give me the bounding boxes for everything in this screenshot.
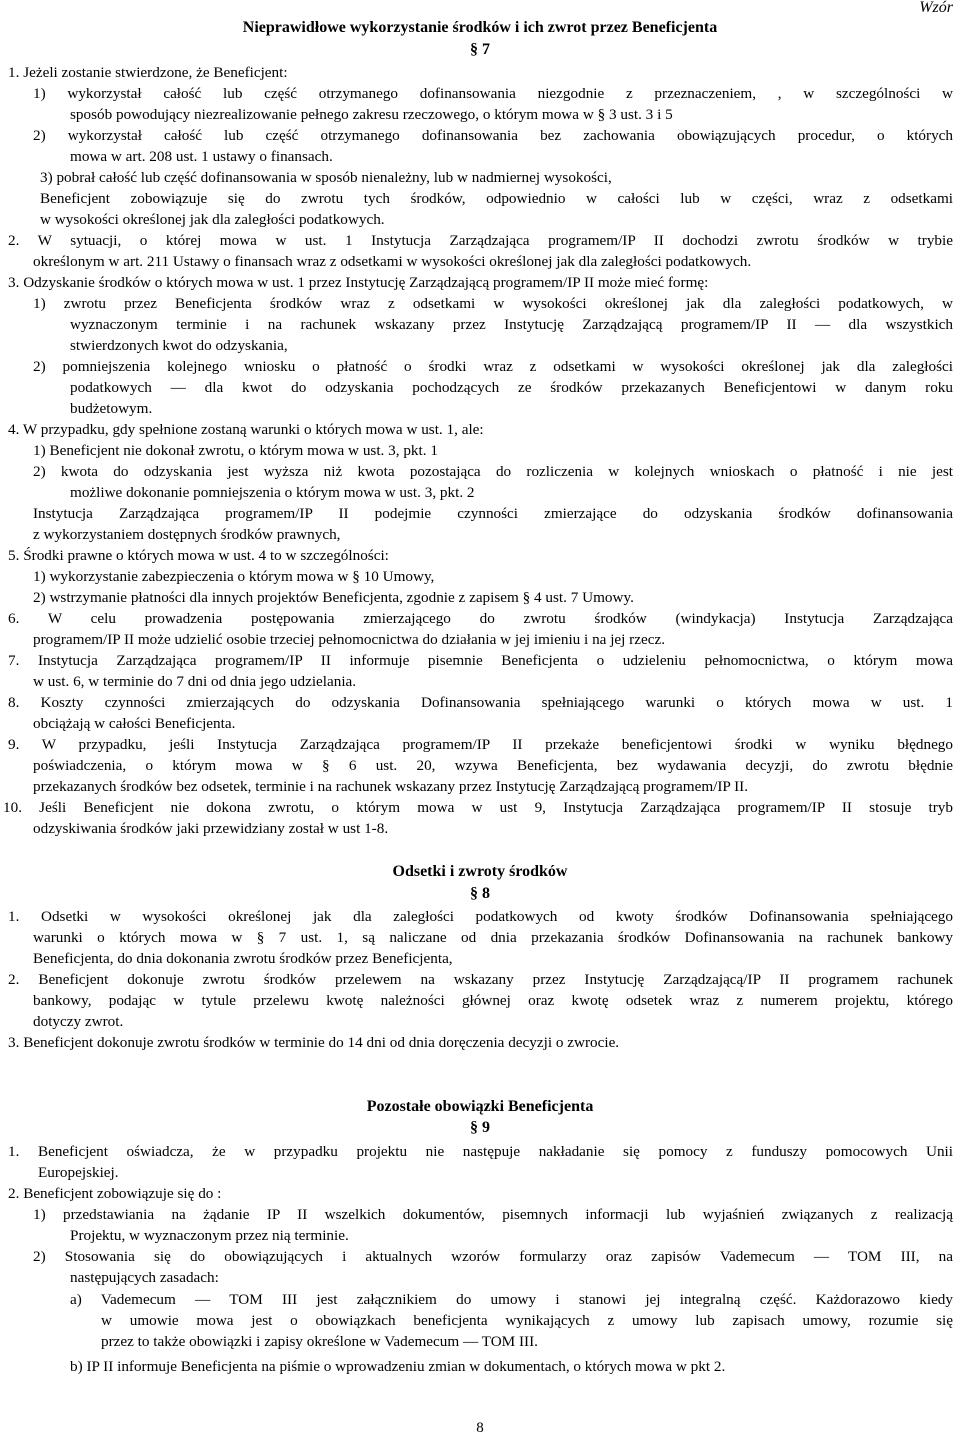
section-8-title: Odsetki i zwroty środków [392,863,568,880]
s7-point-1-conclusion-cont: w wysokości określonej jak dla zaległości podatkowych. [40,211,385,228]
s7-point-4-conclusion-cont: z wykorzystaniem dostępnych środków prawnych, [33,526,341,543]
s7-point-3-item-2-cont-2: budżetowym. [70,400,153,417]
s7-point-5-item-2: 2) wstrzymanie płatności dla innych projektów Beneficjenta, zgodnie z zapisem § 4 ust. 7 Umowy. [33,589,634,606]
s9-point-1: 1. Beneficjent oświadcza, że w przypadku projektu nie następuje nakładanie się pomocy z funduszy pomocowych Unii [8,1143,953,1160]
s9-point-2-item-2-cont: następujących zasadach: [70,1269,219,1286]
s7-point-6: 6. W celu prowadzenia postępowania zmierzającego do zwrotu środków (windykacja) Instytucja Zarządzająca [8,610,953,627]
section-7-number: § 7 [470,41,490,58]
s7-point-5-item-1: 1) wykorzystanie zabezpieczenia o którym mowa w § 10 Umowy, [33,568,435,585]
s9-point-2-item-2: 2) Stosowania się do obowiązujących i aktualnych wzorów formularzy oraz zapisów Vademecum — TOM III, na [33,1248,953,1265]
s7-point-1-conclusion: Beneficjent zobowiązuje się do zwrotu tych środków, odpowiednio w całości lub w części, wraz z odsetkami [40,190,953,207]
s9-point-2-item-2-a-cont: w umowie mowa jest o obowiązkach beneficjenta wynikających z umowy lub zapisach umowy, rozumie się [101,1312,953,1329]
s9-point-2: 2. Beneficjent zobowiązuje się do : [8,1185,222,1202]
s9-point-2-item-2-b: b) IP II informuje Beneficjenta na piśmie o wprowadzeniu zmian w dokumentach, o których mowa w pkt 2. [70,1358,726,1375]
s8-point-1: 1. Odsetki w wysokości określonej jak dla zaległości podatkowych od kwoty środków Dofinansowania spełniającego [8,908,953,925]
s7-point-6-cont: programem/IP II może udzielić osobie trzeciej pełnomocnictwa do działania w jej imieniu i na jej rzecz. [33,631,665,648]
s7-point-7-cont: w ust. 6, w terminie do 7 dni od dnia jego udzielania. [33,673,357,690]
s7-point-4-item-1: 1) Beneficjent nie dokonał zwrotu, o którym mowa w ust. 3, pkt. 1 [33,442,438,459]
s7-point-10-cont: odzyskiwania środków jaki przewidziany został w ust 1-8. [33,820,389,837]
s7-point-1-item-2-cont: mowa w art. 208 ust. 1 ustawy o finansach. [70,148,333,165]
s7-point-4-item-2-cont: możliwe dokonanie pomniejszenia o którym mowa w ust. 3, pkt. 2 [70,484,475,501]
s7-point-1-intro: 1. Jeżeli zostanie stwierdzone, że Beneficjent: [8,64,288,81]
s8-point-2-cont-2: dotyczy zwrot. [33,1013,124,1030]
s7-point-3-item-2-cont: podatkowych — dla kwot do odzyskania pochodzących ze środków przekazanych Beneficjentowi w danym roku [70,379,953,396]
s8-point-2-cont: bankowy, podając w tytule przelewu kwotę należności głównej oraz kwotę odsetek wraz z numerem projektu, którego [33,992,953,1009]
s7-point-2: 2. W sytuacji, o której mowa w ust. 1 Instytucja Zarządzająca programem/IP II dochodzi zwrotu środków w trybie [8,232,953,249]
s7-point-3-item-2: 2) pomniejszenia kolejnego wniosku o płatność o środki wraz z odsetkami w wysokości określonej jak dla zaległości [33,358,953,375]
s7-point-4-item-2: 2) kwota do odzyskania jest wyższa niż kwota pozostająca do rozliczenia w kolejnych wnioskach o płatność i nie jest [33,463,953,480]
s7-point-9-cont-2: przekazanych środków bez odsetek, terminie i na rachunek wskazany przez Instytucję Zarządzającą programem/IP II. [33,778,749,795]
s7-point-1-item-2: 2) wykorzystał całość lub część otrzymanego dofinansowania bez zachowania obowiązujących procedur, o których [33,127,953,144]
section-9-number: § 9 [470,1119,490,1136]
s8-point-1-cont: warunki o których mowa w § 7 ust. 1, są naliczane od dnia przekazania środków Dofinansowania na rachunek bankowy [33,929,953,946]
s9-point-2-item-1: 1) przedstawiania na żądanie IP II wszelkich dokumentów, pisemnych informacji lub wyjaśnień związanych z realizacją [33,1206,953,1223]
page-number: 8 [476,1420,484,1436]
s7-point-4-conclusion: Instytucja Zarządzająca programem/IP II podejmie czynności zmierzające do odzyskania środków dofinansowania [33,505,953,522]
s8-point-2: 2. Beneficjent dokonuje zwrotu środków przelewem na wskazany przez Instytucję Zarządzającą/IP II programem rachunek [8,971,953,988]
s9-point-2-item-1-cont: Projektu, w wyznaczonym przez nią terminie. [70,1227,349,1244]
s9-point-1-cont: Europejskiej. [38,1164,119,1181]
s7-point-3-item-1-cont: wyznaczonym terminie i na rachunek wskazany przez Instytucję Zarządzającą programem/IP II — dla wszystkich [70,316,953,333]
s7-point-8-cont: obciążają w całości Beneficjenta. [33,715,236,732]
s7-point-2-cont: określonym w art. 211 Ustawy o finansach wraz z odsetkami w wysokości określonej jak dla zaległości podatkowych. [33,253,752,270]
section-8-number: § 8 [470,885,490,902]
s7-point-9: 9. W przypadku, jeśli Instytucja Zarządzająca programem/IP II przekaże beneficjentowi środki w wyniku błędnego [8,736,953,753]
s7-point-3-item-1-cont-2: stwierdzonych kwot do odzyskania, [70,337,288,354]
s7-point-4: 4. W przypadku, gdy spełnione zostaną warunki o których mowa w ust. 1, ale: [8,421,484,438]
s7-point-1-item-1: 1) wykorzystał całość lub część otrzymanego dofinansowania niezgodnie z przeznaczeniem, , w szczególności w [33,85,953,102]
s7-point-5: 5. Środki prawne o których mowa w ust. 4 to w szczególności: [8,547,389,564]
s8-point-1-cont-2: Beneficjenta, do dnia dokonania zwrotu środków przez Beneficjenta, [33,950,453,967]
s9-point-2-item-2-a-cont-2: przez to także obowiązki i zapisy określone w Vademecum — TOM III. [101,1333,538,1350]
s7-point-9-cont: poświadczenia, o którym mowa w § 6 ust. 20, wzywa Beneficjenta, bez wydawania decyzji, do zwrotu błędnie [33,757,953,774]
s7-point-8: 8. Koszty czynności zmierzających do odzyskania Dofinansowania spełniającego warunki o których mowa w ust. 1 [8,694,953,711]
s7-point-1-item-1-cont: sposób powodujący niezrealizowanie pełnego zakresu rzeczowego, o którym mowa w § 3 ust. 3 i 5 [70,106,673,123]
s7-point-7: 7. Instytucja Zarządzająca programem/IP II informuje pisemnie Beneficjenta o udzieleniu pełnomocnictwa, o którym mowa [8,652,953,669]
section-7-title: Nieprawidłowe wykorzystanie środków i ich zwrot przez Beneficjenta [242,19,718,36]
s7-point-3: 3. Odzyskanie środków o których mowa w ust. 1 przez Instytucję Zarządzającą programem/IP II może mieć formę: [8,274,709,291]
s8-point-3: 3. Beneficjent dokonuje zwrotu środków w terminie do 14 dni od dnia doręczenia decyzji o zwrocie. [8,1034,620,1051]
s7-point-3-item-1: 1) zwrotu przez Beneficjenta środków wraz z odsetkami w wysokości określonej jak dla zaległości podatkowych, w [33,295,953,312]
s7-point-10: 10. Jeśli Beneficjent nie dokona zwrotu, o którym mowa w ust 9, Instytucja Zarządzająca programem/IP II stosuje tryb [3,799,953,816]
section-9-title: Pozostałe obowiązki Beneficjenta [366,1098,594,1115]
s7-point-1-item-3: 3) pobrał całość lub część dofinansowania w sposób nienależny, lub w nadmiernej wysokości, [40,169,612,186]
template-label: Wzór [919,0,953,16]
s9-point-2-item-2-a: a) Vademecum — TOM III jest załącznikiem do umowy i stanowi jej integralną część. Każdorazowo kiedy [70,1291,953,1308]
